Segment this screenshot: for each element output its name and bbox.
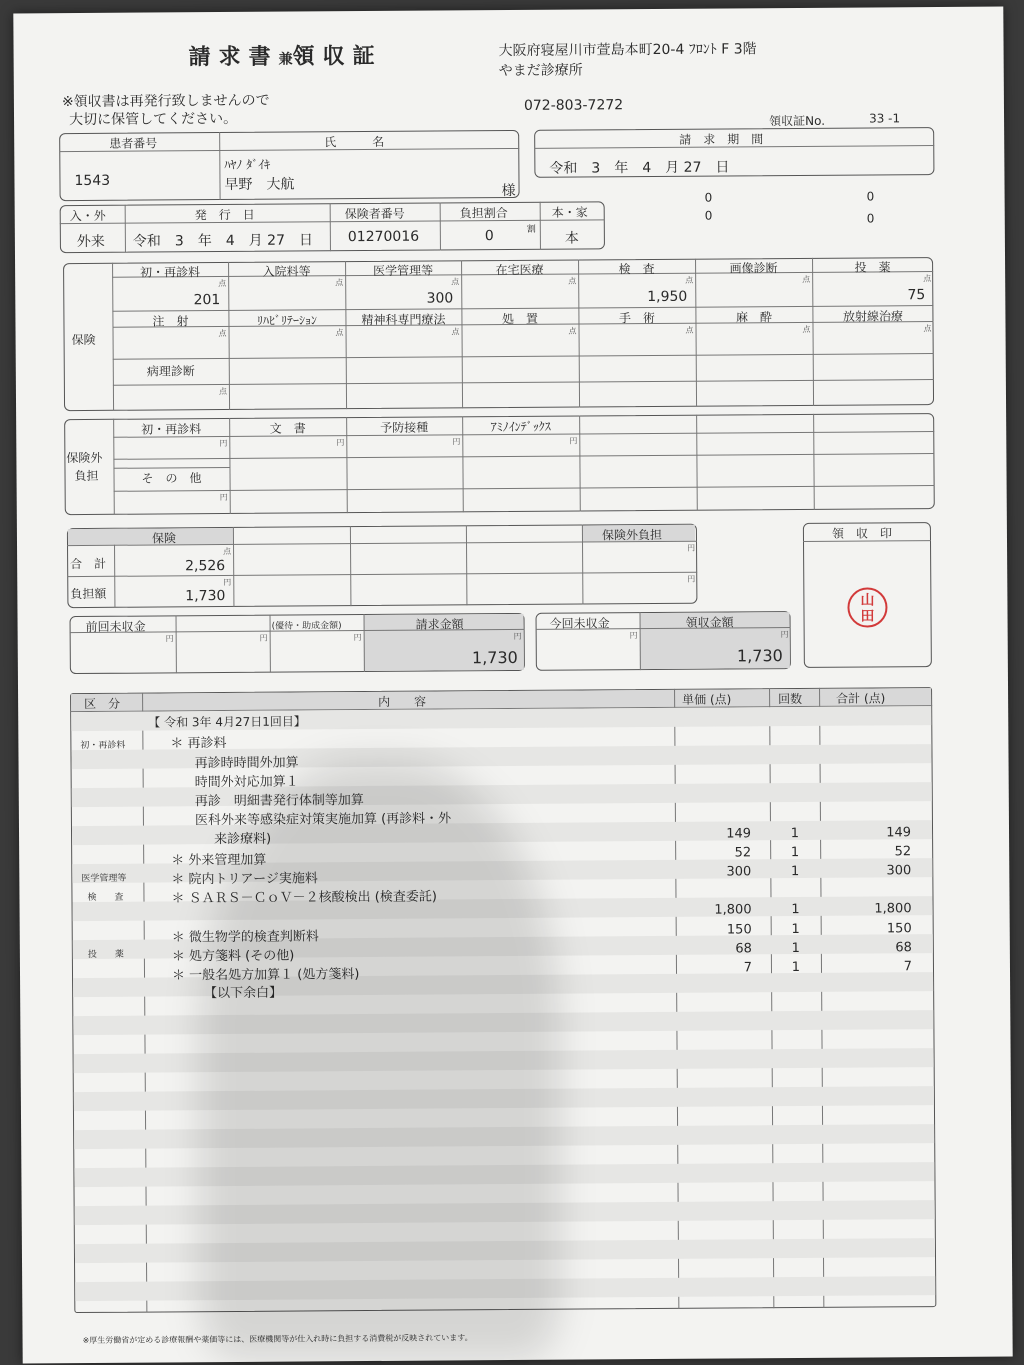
cat-toyaku: 投 薬 [87, 949, 124, 960]
unit-mark: 点 [223, 546, 232, 557]
ins-label: 画像診断 [729, 261, 778, 276]
ten-mark: 点 [335, 278, 344, 288]
billed-amount: 1,730 [471, 647, 518, 668]
patient-kana: ﾊﾔﾉ ﾀﾞｲｷ [224, 157, 271, 173]
ten-mark: 点 [218, 386, 227, 397]
ten-mark: 点 [218, 278, 227, 289]
detail-line: 医科外来等感染症対策実施加算 (再診料・外 [194, 811, 452, 829]
insurer-number: 01270016 [347, 228, 420, 246]
period-value: 令和 3 年 4 月 27 日 [549, 159, 730, 177]
cat-kensa: 検 査 [87, 892, 124, 903]
yen-mark: 円 [569, 436, 578, 446]
noninsurance-side2: 負担 [74, 468, 99, 484]
zero-a: 0 [704, 190, 713, 205]
ins-label2: 注 射 [152, 314, 189, 329]
nonins-label: 文 書 [269, 421, 306, 436]
wari-unit: 割 [526, 224, 536, 235]
count: 1 [791, 922, 800, 938]
count: 1 [790, 864, 800, 880]
row-total: 1,800 [874, 901, 912, 917]
yen-mark: 円 [629, 631, 638, 641]
nonins-label: 予防接種 [380, 420, 429, 435]
label-ratio: 負担割合 [459, 206, 508, 221]
row-total: 149 [886, 825, 912, 841]
label-issue: 発 行 日 [194, 207, 255, 223]
subsidy-label: (優待・助成金額) [271, 621, 342, 632]
ten-mark: 点 [685, 275, 694, 285]
patient-sama: 様 [501, 182, 516, 200]
ins-label2: 精神科専門療法 [361, 312, 446, 328]
detail-line: ＊ 処方箋料 (その他) [171, 948, 295, 965]
totals-hokengai-label: 保険外負担 [601, 527, 663, 543]
nonins-label: ｱﾐﾉｲﾝﾃﾞｯｸｽ [490, 419, 551, 435]
ins-label2: 処 置 [501, 311, 538, 327]
detail-line: 【以下余白】 [204, 985, 283, 1002]
ins-label2: 放射線治療 [842, 309, 903, 324]
ins-label2: 手 術 [618, 311, 655, 326]
ins-value: 75 [907, 287, 926, 304]
detail-line: ＊ 微生物学的検査判断料 [171, 929, 319, 946]
seal-label: 領 収 印 [831, 526, 893, 541]
ten-mark: 点 [802, 324, 811, 334]
unit-mark: 円 [687, 574, 696, 584]
receipt-no-label: 領収証No. [769, 113, 826, 129]
patient-name: 早野 大航 [224, 176, 295, 194]
period-label: 請 求 期 間 [679, 132, 764, 147]
yen-mark: 円 [336, 438, 345, 448]
footer-note: ※厚生労働省が定める診療報酬や薬価等には、医療機関等が仕入れ時に負担する消費税が反映されています。 [82, 1333, 473, 1346]
ins-label: 在宅医療 [495, 262, 544, 278]
ins-label2: 麻 酔 [735, 310, 772, 325]
futan-label: 負担額 [70, 586, 107, 602]
label-inout: 入・外 [69, 208, 106, 224]
clinic-address: 大阪府寝屋川市萱島本町20-4 ﾌﾛﾝﾄ F 3階 [498, 41, 757, 60]
ten-mark: 点 [451, 327, 460, 337]
yen-mark: 円 [219, 492, 228, 503]
patient-num: 1543 [74, 172, 111, 190]
count: 1 [791, 902, 800, 918]
detail-line: ＊ 外来管理加算 [171, 852, 267, 869]
ten-mark: 点 [685, 325, 694, 335]
detail-line: 時間外対応加算１ [194, 774, 299, 791]
yen-mark: 円 [513, 631, 522, 641]
yen-mark: 円 [259, 633, 268, 643]
count: 1 [791, 941, 800, 957]
col-kaisu: 回数 [778, 691, 803, 707]
unit-price: 150 [726, 922, 752, 938]
row-total: 7 [903, 959, 913, 975]
detail-date: 【 令和 3年 4月27日1回目】 [148, 714, 306, 730]
col-gokei: 合計 (点) [836, 691, 886, 706]
current-unpaid-label: 今回未収金 [549, 616, 610, 631]
yen-mark: 円 [165, 634, 174, 644]
ten-mark: 点 [802, 274, 811, 284]
totals-hoken-label: 保険 [151, 531, 177, 546]
ins-value: 201 [193, 292, 221, 309]
unit-price: 1,800 [714, 902, 752, 918]
issue-date: 令和 3 年 4 月 27 日 [132, 232, 314, 250]
ten-mark: 点 [568, 276, 577, 286]
inout-value: 外来 [76, 233, 105, 251]
ins-label: 初・再診料 [140, 265, 201, 280]
unit-mark: 円 [687, 543, 696, 553]
col-kubun: 区 分 [84, 696, 121, 711]
zero-b: 0 [866, 189, 875, 204]
count: 1 [790, 826, 800, 842]
patient-num-label: 患者番号 [109, 136, 158, 151]
photo-shadow [200, 760, 560, 1360]
yen-mark: 円 [452, 437, 461, 447]
detail-line: ＊ 再診料 [170, 736, 227, 752]
cat-shoshin: 初・再診料 [80, 740, 126, 752]
ratio-value: 0 [484, 228, 494, 245]
futan-amount: 1,730 [185, 588, 226, 605]
ins-label: 医学管理等 [373, 263, 434, 278]
billed-label: 請求金額 [415, 617, 464, 632]
unit-price: 149 [726, 826, 752, 842]
yen-mark: 円 [219, 438, 228, 449]
note-line2: 大切に保管してください。 [68, 110, 238, 129]
count: 1 [790, 845, 800, 861]
zero-d: 0 [866, 211, 875, 226]
ins-pathology: 病理診断 [146, 364, 195, 379]
ins-label: 入院料等 [262, 264, 311, 279]
note-line1: ※領収書は再発行致しませんので [61, 92, 270, 111]
ins-label: 投 薬 [854, 260, 891, 275]
unit-price: 52 [734, 845, 752, 861]
yen-mark: 円 [353, 633, 362, 643]
unit-price: 68 [735, 941, 752, 957]
ins-value: 300 [426, 290, 454, 307]
count: 1 [791, 960, 801, 976]
row-total: 68 [895, 940, 912, 956]
unit-price: 7 [743, 960, 753, 976]
ten-mark: 点 [451, 277, 460, 287]
detail-line: ＊ 一般名処方加算１ (処方箋料) [171, 967, 360, 984]
nonins-label: 初・再診料 [141, 422, 202, 437]
ins-label2: ﾘﾊﾋﾞﾘﾃｰｼｮﾝ [256, 313, 317, 328]
insurance-side-label: 保険 [71, 332, 96, 348]
total-points: 2,526 [185, 558, 226, 575]
clinic-name: やまだ診療所 [498, 62, 583, 80]
ten-mark: 点 [923, 324, 932, 334]
row-total: 150 [886, 921, 912, 937]
prev-unpaid-label: 前回未収金 [85, 619, 146, 634]
ten-mark: 点 [923, 274, 932, 284]
receipt-no: 33 -1 [869, 111, 901, 126]
row-total: 300 [886, 863, 912, 879]
ins-value: 1,950 [647, 288, 688, 306]
received-label: 領収金額 [685, 615, 734, 630]
doc-title: 請求書兼領収証 [188, 43, 383, 71]
ten-mark: 点 [568, 326, 577, 336]
label-insurer: 保険者番号 [344, 206, 405, 222]
ins-label: 検 査 [618, 262, 655, 277]
nonins-other: そ の 他 [141, 471, 202, 486]
total-label: 合 計 [70, 556, 107, 572]
honke-value: 本 [564, 230, 579, 247]
detail-line: 再診 明細書発行体制等加算 [194, 793, 364, 810]
detail-line: ＊ 院内トリアージ実施料 [171, 871, 318, 888]
detail-line: 再診時時間外加算 [194, 755, 299, 772]
unit-mark: 円 [223, 577, 232, 588]
label-honke: 本・家 [551, 205, 588, 220]
row-total: 52 [894, 844, 912, 860]
clinic-phone: 072-803-7272 [523, 97, 624, 114]
received-amount: 1,730 [736, 646, 783, 666]
cat-igaku: 医学管理等 [81, 873, 127, 885]
detail-line: 来診療料) [214, 831, 272, 848]
detail-line: ＊ ＳＡＲＳ－ＣｏＶ－２核酸検出 (検査委託) [171, 889, 437, 907]
ten-mark: 点 [335, 328, 344, 338]
zero-c: 0 [704, 208, 713, 223]
unit-price: 300 [726, 864, 752, 880]
col-tanka: 単価 (点) [682, 692, 732, 707]
col-naiyo: 内 容 [378, 694, 427, 709]
seal-stamp: 山 田 [847, 587, 887, 627]
ten-mark: 点 [218, 328, 227, 339]
patient-name-label: 氏 名 [324, 134, 385, 150]
yen-mark: 円 [780, 630, 789, 640]
noninsurance-side1: 保険外 [66, 450, 103, 466]
